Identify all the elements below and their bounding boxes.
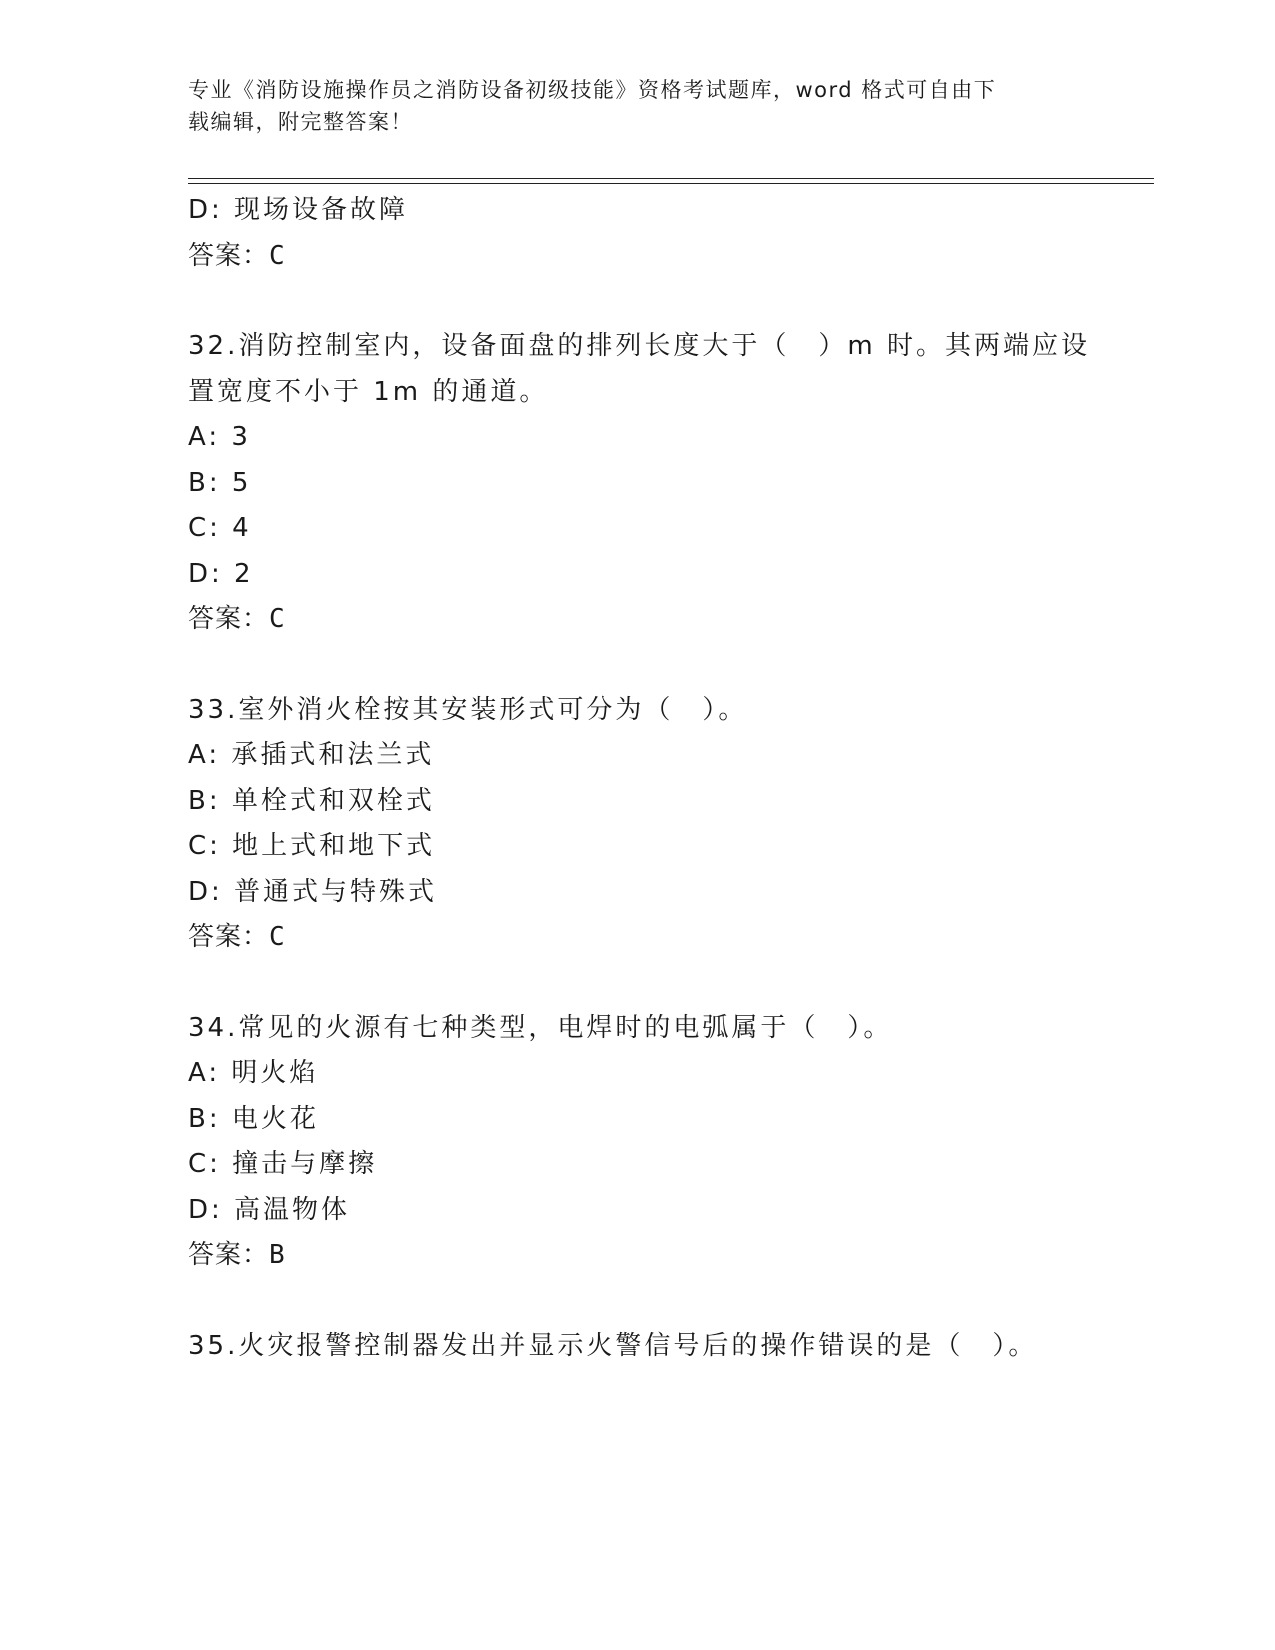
spacer: [188, 1279, 1088, 1324]
header-divider-bottom: [188, 183, 1154, 184]
question-35: [188, 1324, 1088, 1370]
prev-answer: 答案：C: [188, 240, 286, 271]
document-header: [188, 74, 1068, 138]
option-b: B: 单栓式和双栓式: [188, 785, 435, 816]
question-33: [188, 688, 1088, 961]
option-d: D: 2: [188, 558, 254, 589]
question-32: [188, 324, 1088, 643]
answer: 答案：C: [188, 604, 286, 634]
option-b: B: 5: [188, 467, 252, 498]
question-34: [188, 1006, 1088, 1279]
spacer: [188, 279, 1088, 324]
option-c: C: 4: [188, 513, 252, 543]
question-text: 34.常见的火源有七种类型，电焊时的电弧属于（ ）。: [188, 1012, 893, 1043]
option-d: D: 高温物体: [188, 1194, 351, 1225]
question-text: 33.室外消火栓按其安装形式可分为（ ）。: [188, 694, 748, 725]
question-text-cont: 置宽度不小于 1m 的通道。: [188, 376, 549, 407]
option-c: C: 撞击与摩擦: [188, 1149, 378, 1179]
header-line-1: 专业《消防设施操作员之消防设备初级技能》资格考试题库，word 格式可自由下: [188, 78, 997, 102]
question-list: [188, 188, 1088, 1369]
spacer: [188, 961, 1088, 1006]
prev-option-d: D: 现场设备故障: [188, 195, 409, 225]
question-text: 35.火灾报警控制器发出并显示火警信号后的操作错误的是（ ）。: [188, 1330, 1038, 1361]
option-a: A: 明火焰: [188, 1058, 319, 1088]
option-b: B: 电火花: [188, 1103, 319, 1134]
option-c: C: 地上式和地下式: [188, 831, 436, 861]
option-a: A: 3: [188, 422, 251, 452]
header-divider-top: [188, 178, 1154, 179]
option-d: D: 普通式与特殊式: [188, 876, 438, 907]
spacer: [188, 643, 1088, 688]
question-text: 32.消防控制室内，设备面盘的排列长度大于（ ）m 时。其两端应设: [188, 331, 1090, 361]
answer: 答案：B: [188, 1240, 286, 1270]
option-a: A: 承插式和法兰式: [188, 740, 435, 770]
answer: 答案：C: [188, 922, 286, 952]
header-line-2: 载编辑，附完整答案！: [188, 110, 413, 134]
